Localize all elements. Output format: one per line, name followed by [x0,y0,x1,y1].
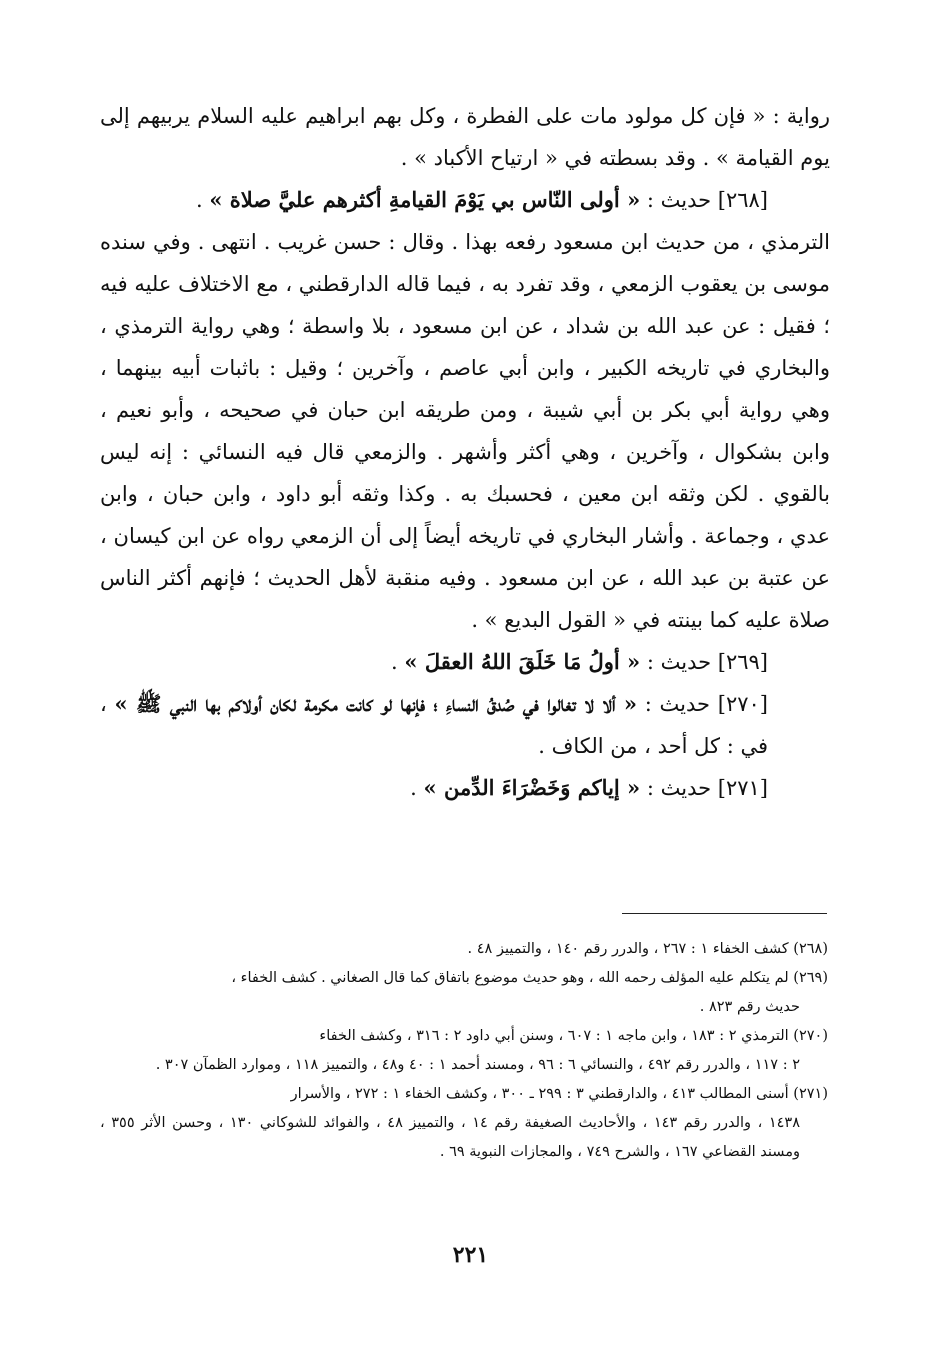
footnotes [100,935,828,1167]
footnote-268 [100,935,828,964]
hadith-271-heading [100,767,830,809]
page-number: ٢٢١ [452,1242,489,1268]
hadith-268-end: . [196,188,210,212]
hadith-269-text: « أولُ مَا خَلَقَ اللهُ العقلَ » [404,649,641,674]
hadith-268-commentary: الترمذي ، من حديث ابن مسعود رفعه بهذا . وقال : حسن غريب . انتهى . وفي سنده موسى بن يعقوب الزمعي ، وقد تفرد به ، فيما قاله الدارقطني ، مع الاختلاف عليه فيه ؛ فقيل : عن عبد الله بن شداد ، عن ابن مسعود ، بلا واسطة ؛ وهي رواية الترمذي ، والبخاري في تاريخه الكبير ، وابن أبي عاصم ، وآخرين ؛ وقيل : باثبات أبيه بينهما ، وهي رواية أبي بكر بن أبي شيبة ، ومن طريقه ابن حبان في صحيحه ، وأبو نعيم ، وابن بشكوال ، وآخرين ، وهي أكثر وأشهر . والزمعي قال فيه النسائي : إنه ليس بالقوي . لكن وثقه ابن معين ، فحسبك به . وكذا وثقه أبو داود ، وابن حبان ، وابن عدي ، وجماعة . وأشار البخاري في تاريخه أيضاً إلى أن الزمعي رواه عن ابن كيسان ، عن عتبة بن عبد الله ، عن ابن مسعود . وفيه منقبة لأهل الحديث ؛ فإنهم أكثر الناس صلاة عليه كما بينته في « القول البديع » . [100,230,830,632]
hadith-268-text: « أولى النّاس بي يَوْمَ القيامةِ أكثرهم عليَّ صلاة » [209,187,641,212]
footnote-270-first: (٢٧٠) الترمذي ٢ : ١٨٣ ، وابن ماجه ١ : ٦٠٧ ، وسنن أبي داود ٢ : ٣١٦ ، وكشف الخفاء [319,1028,828,1044]
footnote-271-continued: ١٤٣٨ ، والدرر رقم ١٤٣ ، والأحاديث الصغيفة رقم ١٤ ، والتمييز ٤٨ ، والفوائد للشوكاني ١٣٠ ، وحسن الأثر ٣٥٥ ، ومسند القضاعي ١٦٧ ، والشرح ٧٤٩ ، والمجازات النبوية ٦٩ . [100,1115,800,1160]
footnote-269 [100,964,828,1022]
main-text [100,95,830,809]
hadith-270-text: « ألا لا تغالوا في صُدقُ النساءِ ؛ فإنها لو كانت مكرمة لكان أولاكم بها النبي ﷺ » [114,691,637,716]
hadith-271-text: « إياكم وَخَضْرَاءَ الدِّمن » [423,775,641,800]
hadith-270-end: ، في : كل أحد ، من الكاف . [100,692,768,758]
footnote-269-continued: حديث رقم ٨٢٣ . [699,999,800,1015]
hadith-270-heading [100,683,830,767]
intro-paragraph: رواية : « فإن كل مولود مات على الفطرة ، وكل بهم ابراهيم عليه السلام يربيهم إلى يوم القيامة » . وقد بسطته في « ارتياح الأكباد » . [100,104,830,170]
hadith-271-end: . [410,776,424,800]
footnote-271 [100,1080,828,1167]
footnote-270-continued: ٢ : ١١٧ ، والدرر رقم ٤٩٢ ، والنسائي ٦ : ٩٦ ، ومسند أحمد ١ : ٤٠ و٤٨ ، والتمييز ١١٨ ، وموارد الظمآن ٣٠٧ . [155,1057,800,1073]
hadith-269-heading [100,641,830,683]
hadith-268-heading [100,179,830,221]
footnote-269-first: (٢٦٩) لم يتكلم عليه المؤلف رحمه الله ، وهو حديث موضوع باتفاق كما قال الصغاني . كشف الخفاء ، [231,970,828,986]
hadith-269-number: [٢٦٩] حديث : [640,650,768,674]
footnote-separator [622,913,827,914]
hadith-271-number: [٢٧١] حديث : [640,776,768,800]
hadith-268-number: [٢٦٨] حديث : [640,188,768,212]
hadith-270-number: [٢٧٠] حديث : [637,692,768,716]
footnote-268-first: (٢٦٨) كشف الخفاء ١ : ٢٦٧ ، والدرر رقم ١٤٠ ، والتمييز ٤٨ . [467,941,828,957]
hadith-269-end: . [391,650,405,674]
footnote-271-first: (٢٧١) أسنى المطالب ٤١٣ ، والدارقطني ٣ : ٢٩٩ ـ ٣٠٠ ، وكشف الخفاء ١ : ٢٧٢ ، والأسرار [290,1086,828,1102]
footnote-270 [100,1022,828,1080]
